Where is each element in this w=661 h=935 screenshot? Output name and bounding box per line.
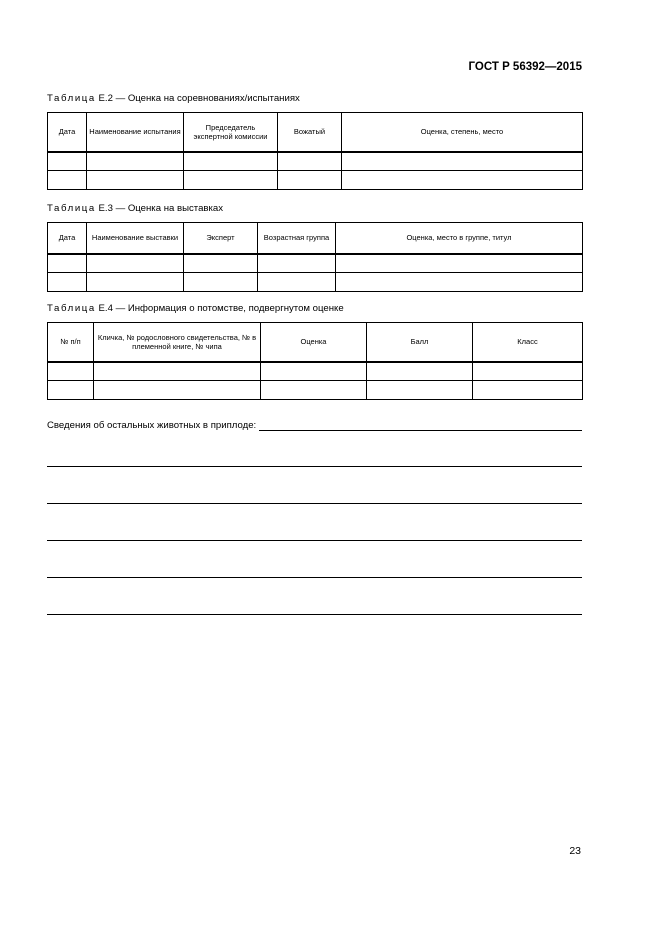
table-e2-caption [47, 93, 300, 104]
table-e4-header-name-pedigree: Кличка, № родословного свидетельства, № в племенной книге, № чипа [94, 323, 261, 362]
table-e3-header-score: Оценка, место в группе, титул [336, 223, 583, 254]
table-row [48, 171, 583, 190]
table-e3-header-expert: Эксперт [184, 223, 258, 254]
table-e2-caption-text: Е.2 — Оценка на соревнованиях/испытаниях [98, 93, 300, 104]
table-e3-header-date: Дата [48, 223, 87, 254]
table-e4 [47, 322, 583, 400]
litter-info-field[interactable] [259, 421, 582, 431]
fill-line[interactable] [47, 503, 582, 504]
table-e3-caption-prefix: Таблица [47, 203, 96, 214]
table-e4-caption [47, 303, 344, 314]
table-e2-caption-prefix: Таблица [47, 93, 96, 104]
table-e2-header-score: Оценка, степень, место [342, 113, 583, 152]
table-row [48, 362, 583, 381]
table-e4-header-score: Оценка [261, 323, 367, 362]
table-e2 [47, 112, 583, 190]
table-row [48, 273, 583, 292]
fill-line[interactable] [47, 466, 582, 467]
table-e2-header-chairman: Председатель экспертной комиссии [184, 113, 278, 152]
table-e2-header-date: Дата [48, 113, 87, 152]
table-row [48, 254, 583, 273]
fill-line[interactable] [47, 614, 582, 615]
table-e4-header-number: № п/п [48, 323, 94, 362]
table-e3-header-show-name: Наименование выставки [87, 223, 184, 254]
fill-line[interactable] [47, 577, 582, 578]
table-row [48, 381, 583, 400]
standard-designation: ГОСТ Р 56392—2015 [468, 61, 582, 73]
table-e3-caption-text: Е.3 — Оценка на выставках [98, 203, 224, 214]
table-e2-header-test-name: Наименование испытания [87, 113, 184, 152]
table-e2-header-handler: Вожатый [278, 113, 342, 152]
table-e4-caption-prefix: Таблица [47, 303, 96, 314]
litter-info-label: Сведения об остальных животных в приплоде: [47, 420, 257, 431]
table-row [48, 152, 583, 171]
table-e3-header-age-group: Возрастная группа [258, 223, 336, 254]
table-e4-header-class: Класс [473, 323, 583, 362]
litter-info [47, 420, 582, 431]
page-number: 23 [569, 845, 581, 857]
table-e3-caption [47, 203, 223, 214]
table-e3 [47, 222, 583, 292]
fill-line[interactable] [47, 540, 582, 541]
table-e4-caption-text: Е.4 — Информация о потомстве, подвергнутом оценке [98, 303, 344, 314]
table-e4-header-points: Балл [367, 323, 473, 362]
